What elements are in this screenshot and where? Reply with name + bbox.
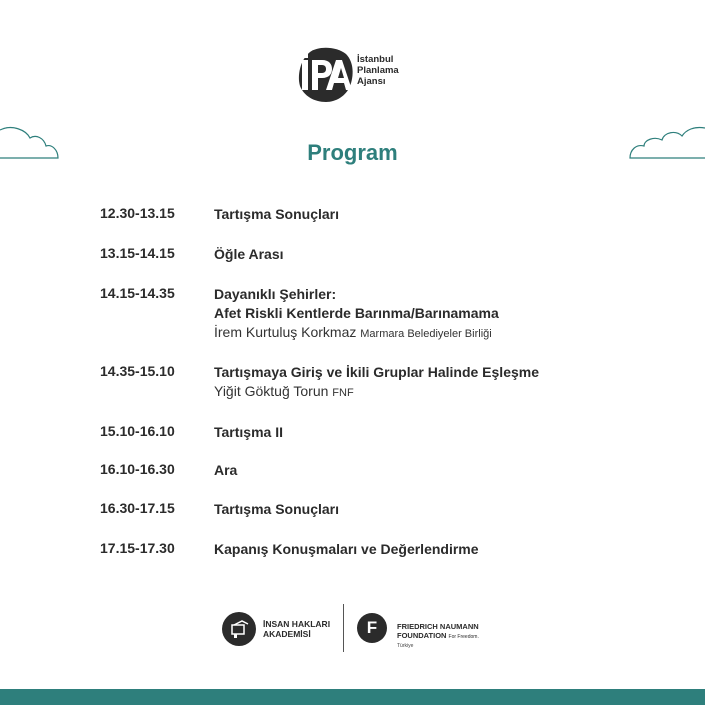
- partner-logos: [0, 602, 705, 657]
- speaker-line: [214, 382, 539, 403]
- schedule-description: [214, 540, 479, 559]
- session-title: Kapanış Konuşmaları ve Değerlendirme: [214, 541, 479, 557]
- session-title: Tartışma Sonuçları: [214, 501, 340, 517]
- logo-line-3: Ajansı: [357, 76, 386, 87]
- speaker-name: Yiğit Göktuğ Torun: [214, 383, 329, 399]
- partner1-line-1: İNSAN HAKLARI: [263, 619, 331, 629]
- schedule-time: 14.35-15.10: [100, 363, 175, 379]
- session-title: Ara: [214, 462, 238, 478]
- session-title: Tartışmaya Giriş ve İkili Gruplar Halinde Eşleşme: [214, 364, 540, 380]
- bottom-accent-bar: [0, 689, 705, 705]
- schedule-time: 12.30-13.15: [100, 205, 175, 221]
- schedule-description: [214, 363, 539, 403]
- schedule-description: [214, 423, 283, 442]
- schedule-time: 13.15-14.15: [100, 245, 175, 261]
- session-title-line-2: Afet Riskli Kentlerde Barınma/Barınamama: [214, 305, 499, 321]
- fnf-logo-icon: F: [357, 613, 387, 643]
- partner2-tagline: For Freedom.: [448, 634, 479, 640]
- speaker-name: İrem Kurtuluş Korkmaz: [214, 324, 357, 340]
- schedule-time: 17.15-17.30: [100, 540, 175, 556]
- session-title: Dayanıklı Şehirler:: [214, 286, 337, 302]
- ipa-logo: [296, 44, 416, 104]
- schedule-time: 16.30-17.15: [100, 500, 175, 516]
- akademi-emblem-icon: [222, 612, 256, 646]
- schedule-description: [214, 285, 499, 344]
- schedule-description: [214, 205, 339, 224]
- schedule-time: 14.15-14.35: [100, 285, 175, 301]
- speaker-organization: Marmara Belediyeler Birliği: [360, 328, 492, 340]
- insan-haklari-akademisi-logo-icon: [222, 612, 256, 646]
- logo-line-1: İstanbul: [357, 54, 394, 65]
- speaker-organization: FNF: [332, 387, 354, 399]
- footer-divider: [343, 604, 344, 652]
- schedule-description: [214, 461, 237, 480]
- fnf-logo-text: [397, 622, 479, 642]
- insan-haklari-akademisi-text: [263, 619, 330, 639]
- session-title: Tartışma Sonuçları: [214, 206, 340, 222]
- schedule-time: 16.10-16.30: [100, 461, 175, 477]
- logo-line-2: Planlama: [357, 65, 399, 76]
- fnf-country: Türkiye: [397, 643, 414, 649]
- partner1-line-2: AKADEMİSİ: [263, 629, 311, 639]
- partner2-line-1: FRIEDRICH NAUMANN: [397, 622, 479, 631]
- partner2-foundation: FOUNDATION: [397, 631, 447, 640]
- page-title: Program: [307, 140, 398, 165]
- schedule-time: 15.10-16.10: [100, 423, 175, 439]
- schedule-description: [214, 245, 284, 264]
- partner2-line-2: [397, 631, 479, 642]
- schedule-description: [214, 500, 339, 519]
- ipa-logo-text: [357, 54, 399, 87]
- session-title: Tartışma II: [214, 424, 283, 440]
- speaker-line: [214, 323, 499, 344]
- ipa-logo-mark: [296, 46, 354, 104]
- session-title: Öğle Arası: [214, 246, 284, 262]
